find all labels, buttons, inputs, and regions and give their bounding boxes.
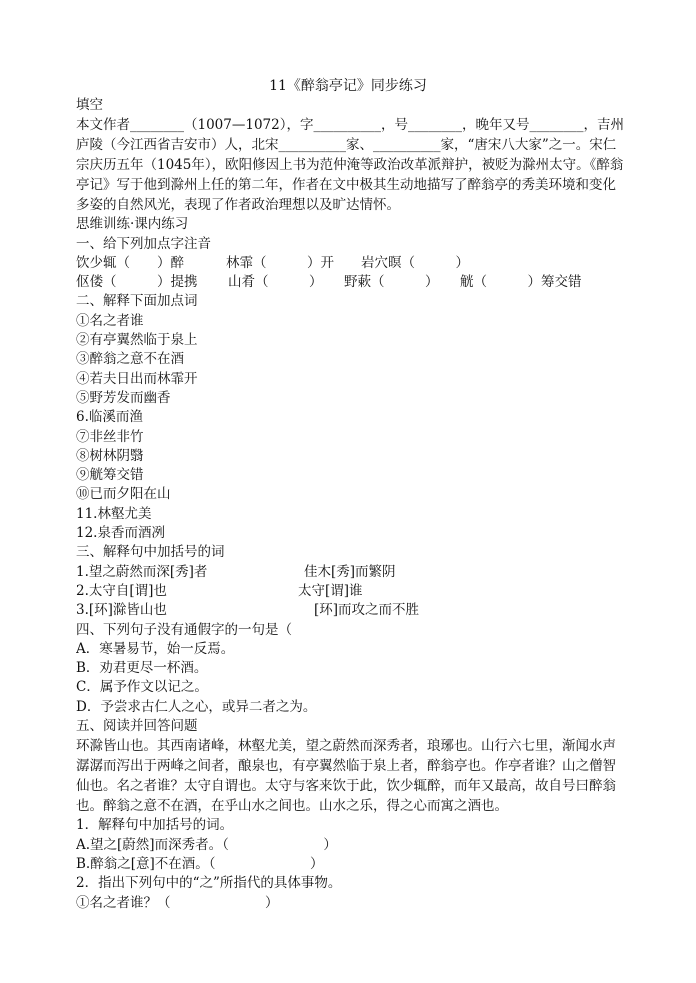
q3-row-1 xyxy=(76,563,624,582)
worksheet-content xyxy=(76,96,624,913)
q3-item-left: 1.望之蔚然而深[秀]者 xyxy=(76,563,208,580)
q2-item: ③醉翁之意不在酒 xyxy=(76,351,184,368)
q5-sub1-a: A.望之[蔚然]而深秀者。（ ） xyxy=(76,836,337,853)
q3-row-2 xyxy=(76,582,624,601)
q4-option-c: C．属予作文以记之。 xyxy=(76,679,208,696)
q1-heading: 一、给下列加点字注音 xyxy=(76,235,211,252)
q2-item: ⑤野芳发而幽香 xyxy=(76,389,171,406)
q3-item-right: 太守[谓]谁 xyxy=(298,582,363,599)
q3-item-left: 3.[环]滁皆山也 xyxy=(76,602,167,619)
q1-item: 觥（ ）筹交错 xyxy=(460,274,582,291)
q4-option-b: B．劝君更尽一杯酒。 xyxy=(76,660,208,677)
q2-item: ⑧树林阴翳 xyxy=(76,447,144,464)
q1-item: 野蔌（ ） xyxy=(344,274,439,291)
q2-item: 11.林壑尤美 xyxy=(76,505,152,522)
q5-sub1: 1．解释句中加括号的词。 xyxy=(76,817,234,834)
fill-heading: 填空 xyxy=(76,97,103,113)
q2-item: ⑦非丝非竹 xyxy=(76,428,144,445)
q1-item: 饮少辄（ ）醉 xyxy=(76,254,184,271)
q3-item-right: [环]而攻之而不胜 xyxy=(314,602,420,619)
q2-item: 12.泉香而酒冽 xyxy=(76,525,165,542)
page-title: 11《醉翁亭记》同步练习 xyxy=(269,78,427,94)
q2-item: ②有亭翼然临于泉上 xyxy=(76,332,198,349)
training-heading: 思维训练·课内练习 xyxy=(76,216,189,233)
q5-sub1-b: B.醉翁之[意]不在酒。（ ） xyxy=(76,855,324,872)
q5-sub2-a: ①名之者谁？（ ） xyxy=(76,894,279,911)
q3-heading: 三、解释句中加括号的词 xyxy=(76,544,225,561)
q3-row-3 xyxy=(76,601,624,620)
q3-item-right: 佳木[秀]而繁阴 xyxy=(304,563,396,580)
q1-item: 林霏（ ）开 xyxy=(226,254,334,271)
q3-item-left: 2.太守自[谓]也 xyxy=(76,582,167,599)
q4-option-d: D．予尝求古仁人之心，或异二者之为。 xyxy=(76,698,317,715)
q2-item: ⑨觥筹交错 xyxy=(76,467,144,484)
q5-passage: 环滁皆山也。其西南诸峰，林壑尤美，望之蔚然而深秀者，琅琊也。山行六七里，渐闻水声潺潺而泻出于两峰之间者，酿泉也，有亭翼然临于泉上者，醉翁亭也。作亭者谁？山之僧智仙也。名之者谁？太守自谓也。太守与客来饮于此，饮少辄醉，而年又最高，故自号曰醉翁也。醉翁之意不在酒，在乎山水之间也。山水之乐，得之心而寓之酒也。 xyxy=(76,738,616,815)
q4-option-a: A．寒暑易节，始一反焉。 xyxy=(76,640,235,657)
q2-item: 6.临溪而渔 xyxy=(76,409,143,426)
q5-heading: 五、阅读并回答问题 xyxy=(76,718,198,735)
q1-item: 山肴（ ） xyxy=(228,274,323,291)
q1-row-1 xyxy=(76,254,624,273)
q2-heading: 二、解释下面加点词 xyxy=(76,293,198,310)
q2-item: ④若夫日出而林霏开 xyxy=(76,370,198,387)
q5-sub2: 2．指出下列句中的“之”所指代的具体事物。 xyxy=(76,875,342,892)
q2-item: ⑩已而夕阳在山 xyxy=(76,486,171,503)
q1-row-2 xyxy=(76,273,624,292)
fill-paragraph: 本文作者________（1007—1072），字__________，号________，晚年又号________，吉州庐陵（今江西省吉安市）人，北宋__________家、__________家，“唐宋八大家”之一。宋仁宗庆历五年（1045年），欧阳修因上书为范仲淹等政治改革派辩护，被贬为滁州太守。《醉翁亭记》写于他到滁州上任的第二年，作者在文中极其生动地描写了醉翁亭的秀美环境和变化多姿的自然风光，表现了作者政治理想以及旷达情怀。 xyxy=(76,117,624,214)
q2-item: ①名之者谁 xyxy=(76,312,144,329)
q4-heading: 四、下列句子没有通假字的一句是（ xyxy=(76,621,292,638)
q1-item: 伛偻（ ）提携 xyxy=(76,274,198,291)
q1-item: 岩穴暝（ ） xyxy=(361,254,469,271)
